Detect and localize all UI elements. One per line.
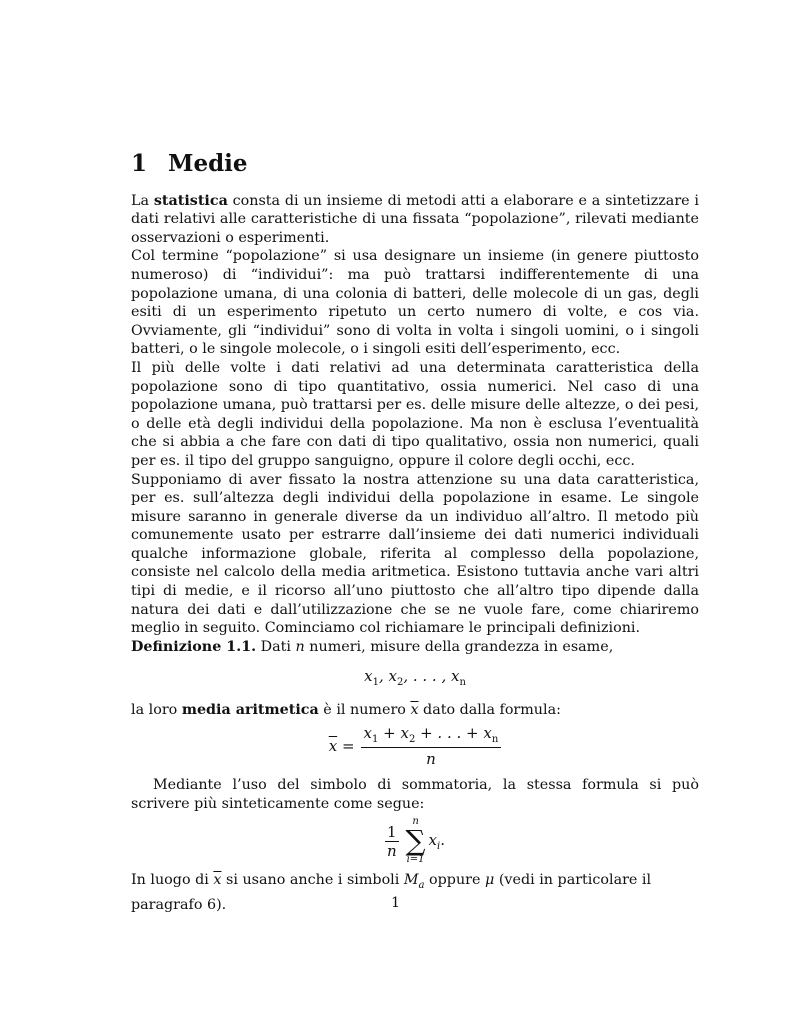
page-content bbox=[131, 150, 699, 914]
paragraph-intro bbox=[131, 192, 699, 248]
after-text-a: la loro bbox=[131, 702, 182, 719]
definition-label: Definizione 1.1. bbox=[131, 638, 257, 655]
simboli-text-b: si usano anche i simboli bbox=[221, 872, 404, 889]
formula-mean-fraction bbox=[361, 724, 502, 768]
sum-term: $x_i$. bbox=[428, 830, 445, 852]
section-title-text: Medie bbox=[168, 150, 248, 177]
section-title bbox=[131, 150, 699, 178]
simboli-text-a: In luogo di bbox=[131, 872, 214, 889]
sigma-glyph: ∑ bbox=[405, 824, 426, 858]
intro-text-a: La bbox=[131, 192, 154, 209]
definition-1-1 bbox=[131, 638, 699, 657]
sum-fraction-numerator: 1 bbox=[387, 822, 397, 841]
definition-after bbox=[131, 701, 699, 720]
after-text-b: è il numero bbox=[318, 702, 411, 719]
simboli-text-c: oppure bbox=[424, 872, 485, 889]
symbol-ma: $M_a$ bbox=[403, 872, 425, 892]
sigma-symbol bbox=[406, 817, 426, 865]
paragraph-dati: Il più delle volte i dati relativi ad una determinata caratteristica della popolazione sono di tipo quantitativo, ossia numerici. Nel caso di una popolazione umana, può trattarsi per es. delle misure delle altezze, o dei pesi, o delle età degli individui della popolazione. Ma non è esclusa l’eventualità che si abbia a che fare con dati di tipo qualitativo, ossia non numerici, quali per es. il tipo del gruppo sanguigno, oppure il colore degli occhi, ecc. bbox=[131, 359, 699, 469]
formula-mean-denominator: n bbox=[426, 750, 436, 769]
section-number: 1 bbox=[131, 150, 148, 177]
sigma-lower-limit: i=1 bbox=[406, 854, 425, 866]
formula-sum bbox=[131, 817, 699, 865]
page-number: 1 bbox=[390, 895, 401, 911]
definition-n: n bbox=[295, 638, 305, 655]
paragraph-popolazione: Col termine “popolazione” si usa designare un insieme (in genere piuttosto numeroso) di “individui”: ma può trattarsi indifferentemente di una popolazione umana, di una colonia di batteri, delle molecole di un gas, degli esiti di un esperimento ripetuto un certo numero di volte, e cos via. Ovviamente, gli “individui” sono di volta in volta i singoli uomini, o i singoli batteri, o le singole molecole, o i singoli esiti dell’esperimento, ecc. bbox=[131, 248, 699, 358]
symbol-mu: μ bbox=[485, 872, 495, 889]
after-text-c: dato dalla formula: bbox=[418, 702, 561, 719]
formula-mean-numerator: $x_1 + x_2$ + . . . + $x_n$ bbox=[361, 724, 502, 748]
formula-mean-xbar: $\overline{x}$ bbox=[328, 737, 338, 756]
paragraph-media: Supponiamo di aver fissato la nostra attenzione su una data caratteristica, per es. sull’altezza degli individui della popolazione in esame. Le singole misure saranno in generale diverse da un individuo all’altro. Il metodo più comunemente usato per estrarre dall’insieme dei dati numerici individuali qualche informazione globale, riferita al complesso della popolazione, consiste nel calcolo della media aritmetica. Esistono tuttavia anche vari altri tipi di medie, e il ricorso all’uno piuttosto che all’altro tipo dipende dalla natura dei dati e dall’utilizzazione che se ne vuole fare, come chiariremo meglio in seguito. Cominciamo col richiamare le principali definizioni. bbox=[131, 471, 699, 637]
sigma-upper-limit: n bbox=[412, 816, 419, 828]
simboli-xbar: $\overline{x}$ bbox=[213, 872, 222, 889]
xbar-symbol: $\overline{x}$ bbox=[410, 702, 419, 719]
paragraph-sommatoria: Mediante l’uso del simbolo di sommatoria, la stessa formula si può scrivere più sinteticamente come segue: bbox=[131, 777, 699, 812]
formula-list: $x_1$, $x_2$, . . . , $x_n$ bbox=[364, 667, 466, 689]
intro-text-b: consta di un insieme di metodi atti a elaborare e a sintetizzare i dati relativi alle caratteristiche di una fissata “popolazione”, rilevati mediante osservazioni o esperimenti. bbox=[131, 192, 699, 246]
formula-mean: $\overline{x}$ = $\frac{x_1 + x_2 + . . . + x_n}{n}$ bbox=[131, 724, 699, 768]
simboli-text-d: (vedi in particolare il paragrafo 6). bbox=[131, 872, 652, 913]
definition-text-a: Dati bbox=[256, 638, 296, 655]
definition-text-b: numeri, misure della grandezza in esame, bbox=[304, 638, 614, 655]
term-media-aritmetica: media aritmetica bbox=[181, 702, 319, 719]
sum-fraction bbox=[385, 823, 399, 860]
term-statistica: statistica bbox=[153, 192, 228, 209]
sum-fraction-denominator: n bbox=[386, 841, 397, 860]
